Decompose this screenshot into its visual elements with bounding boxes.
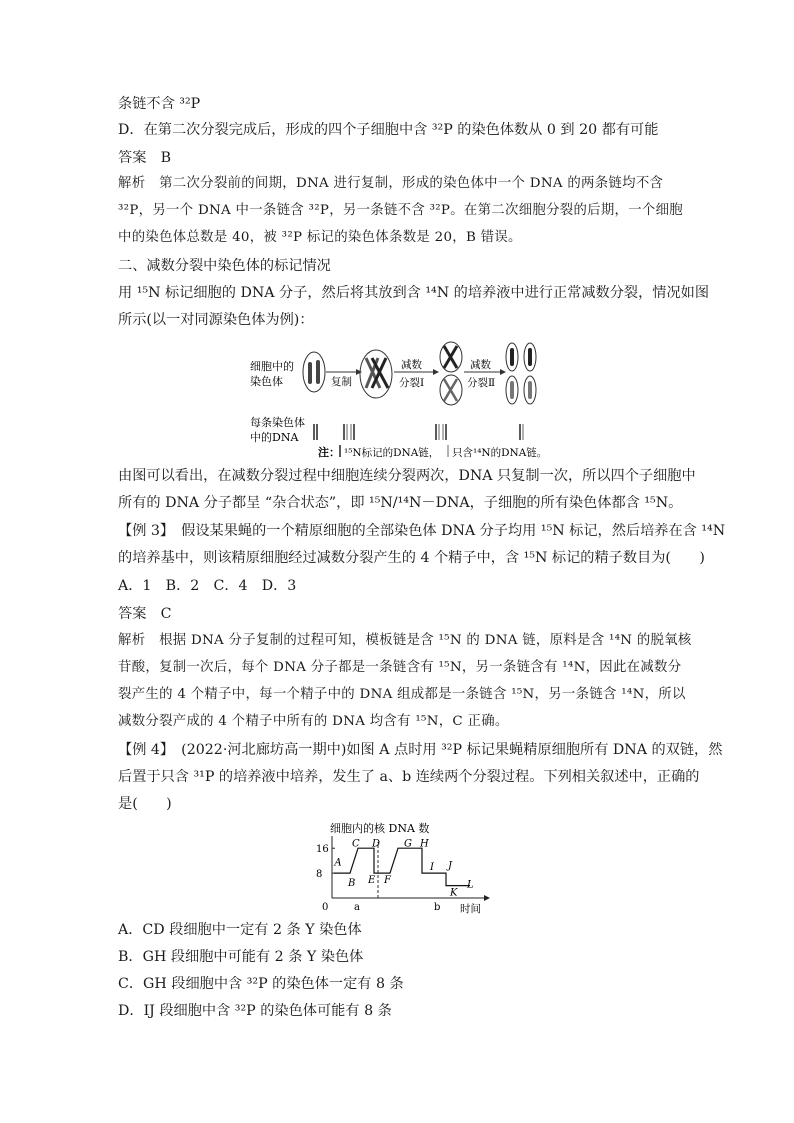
option-d: D．IJ 段细胞中含 ³²P 的染色体可能有 8 条 xyxy=(118,1003,392,1019)
meiosis-figure xyxy=(248,340,548,460)
y-tick-label: 8 xyxy=(316,869,323,881)
option-c: C．GH 段细胞中含 ³²P 的染色体一定有 8 条 xyxy=(118,976,404,992)
body-line: 所示(以一对同源染色体为例)： xyxy=(118,312,314,328)
x-axis-arrow xyxy=(484,895,490,901)
body-line: 用 ¹⁵N 标记细胞的 DNA 分子，然后将其放到含 ¹⁴N 的培养液中进行正常减数分裂，情况如图 xyxy=(118,285,710,301)
figure-label-dna-a: 每条染色体 xyxy=(250,416,305,429)
example-3-stem: 【例 3】 假设某果蝇的一个精原细胞的全部染色体 DNA 分子均用 ¹⁵N 标记，然后培养在含 ¹⁴N xyxy=(118,523,726,539)
body-line: 由图可以看出，在减数分裂过程中细胞连续分裂两次，DNA 只复制一次，所以四个子细胞中 xyxy=(118,468,696,484)
body-line: 所有的 DNA 分子都呈 “杂合状态”，即 ¹⁵N/¹⁴N－DNA，子细胞的所有染色体都含 ¹⁵N。 xyxy=(118,495,683,511)
dna-content-chart xyxy=(300,818,490,914)
analysis-line: 中的染色体总数是 40，被 ³²P 标记的染色体条数是 20，B 错误。 xyxy=(118,230,522,245)
point-label: B xyxy=(348,878,356,890)
point-label: E xyxy=(368,875,376,887)
example-4-stem: 【例 4】 (2022·河北廊坊高一期中)如图 A 点时用 ³²P 标记果蝇精原细胞所有 DNA 的双链，然 xyxy=(118,742,723,758)
step-meiosis1-b: 分裂Ⅰ xyxy=(399,377,425,389)
analysis-line: 解析 根据 DNA 分子复制的过程可知，模板链是含 ¹⁵N 的 DNA 链，原料是含 ¹⁴N 的脱氧核 xyxy=(118,633,692,648)
example-3-stem: 的培养基中，则该精原细胞经过减数分裂产生的 4 个精子中，含 ¹⁵N 标记的精子数目为( ) xyxy=(118,550,705,566)
figure-label-chromosome: 染色体 xyxy=(250,375,283,388)
figure-note-15n: ¹⁵N标记的DNA链， xyxy=(344,447,440,459)
analysis-line: 减数分裂产成的 4 个精子中所有的 DNA 均含有 ¹⁵N，C 正确。 xyxy=(118,714,509,729)
step-meiosis2-a: 减数 xyxy=(470,359,491,371)
answer-label: 答案 B xyxy=(118,150,171,166)
step-replicate: 复制 xyxy=(331,376,352,388)
phase-label-b: b xyxy=(434,902,441,913)
analysis-line: ³²P，另一个 DNA 中一条链含 ³²P，另一条链不含 ³²P。在第二次细胞分裂的后期，一个细胞 xyxy=(118,203,683,218)
figure-label-dna-b: 中的DNA xyxy=(250,431,299,444)
step-meiosis2-b: 分裂Ⅱ xyxy=(467,377,496,389)
x-axis-label: 时间 xyxy=(460,903,481,914)
figure-note-14n: 只含¹⁴N的DNA链。 xyxy=(452,447,548,459)
chart-title: 细胞内的核 DNA 数 xyxy=(330,822,430,835)
answer-label: 答案 C xyxy=(118,606,172,622)
point-label: F xyxy=(384,875,391,887)
point-label: I xyxy=(430,862,434,874)
point-label: A xyxy=(334,857,342,869)
point-label: J xyxy=(448,860,453,872)
point-label: K xyxy=(450,887,458,899)
step-meiosis1-a: 减数 xyxy=(401,359,422,371)
example-4-stem: 后置于只含 ³¹P 的培养液中培养，发生了 a、b 连续两个分裂过程。下列相关叙述中，正确的 xyxy=(118,769,700,785)
analysis-line: 裂产生的 4 个精子中，每一个精子中的 DNA 组成都是一条链含 ¹⁵N，另一条链含 ¹⁴N，所以 xyxy=(118,687,686,702)
point-label: H xyxy=(420,838,429,850)
point-label: D xyxy=(372,838,381,850)
option-a: A．CD 段细胞中一定有 2 条 Y 染色体 xyxy=(118,922,362,938)
point-label: C xyxy=(352,838,360,850)
figure-note-prefix: 注： xyxy=(318,446,340,459)
y-tick-label: 16 xyxy=(316,844,329,856)
point-label: L xyxy=(467,879,474,891)
example-4-stem: 是( ) xyxy=(118,796,172,812)
option-d-prev: D．在第二次分裂完成后，形成的四个子细胞中含 ³²P 的染色体数从 0 到 20 都有可能 xyxy=(118,122,659,138)
phase-label-a: a xyxy=(354,902,360,913)
point-label: G xyxy=(404,838,412,850)
analysis-line: 解析 第二次分裂前的间期，DNA 进行复制，形成的染色体中一个 DNA 的两条链均不含 xyxy=(118,176,664,191)
origin-label: 0 xyxy=(322,902,329,913)
text-line-1: 条链不含 ³²P xyxy=(118,96,201,112)
analysis-line: 苷酸，复制一次后，每个 DNA 分子都是一条链含有 ¹⁵N，另一条链含有 ¹⁴N，因此在减数分 xyxy=(118,660,682,675)
example-3-options: A．1 B．2 C．4 D．3 xyxy=(118,578,297,594)
section-heading: 二、减数分裂中染色体的标记情况 xyxy=(118,258,331,274)
figure-label-cells: 细胞中的 xyxy=(250,360,294,373)
option-b: B．GH 段细胞中可能有 2 条 Y 染色体 xyxy=(118,949,364,965)
